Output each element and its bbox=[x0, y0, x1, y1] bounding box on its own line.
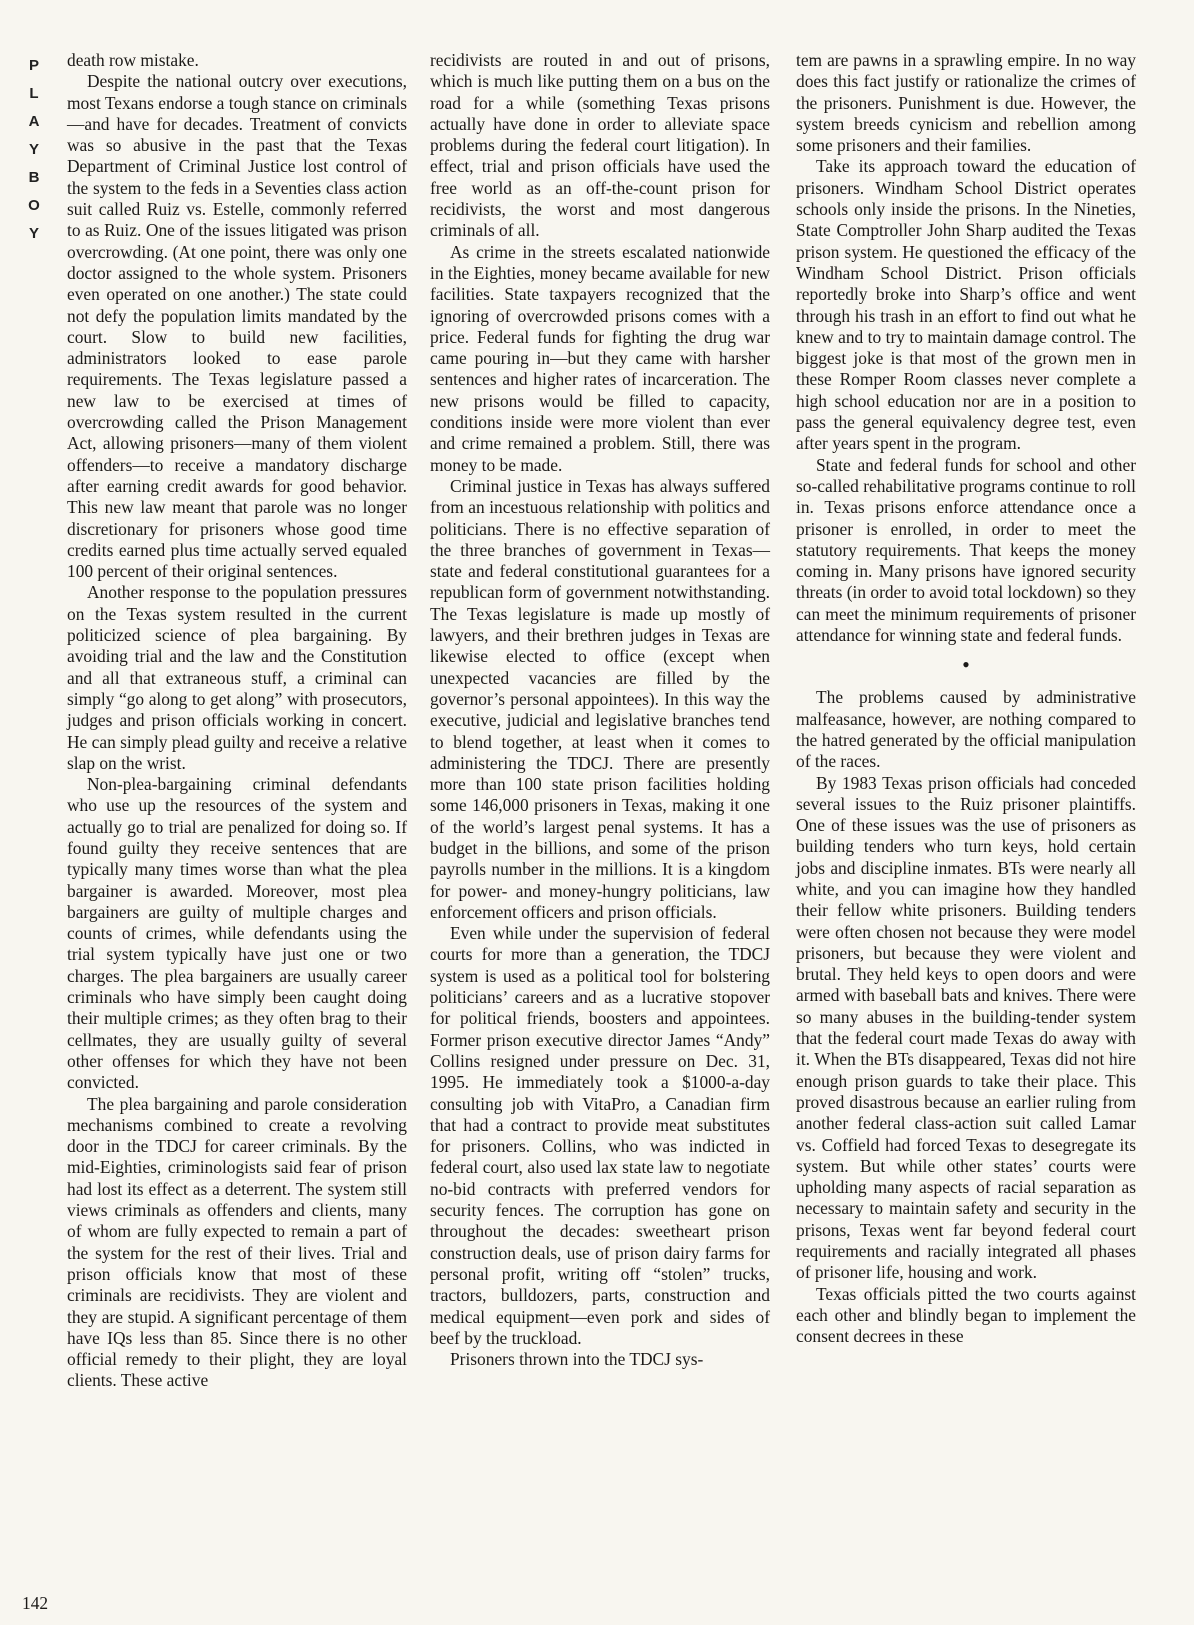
paragraph: The plea bargaining and parole consideration mechanisms combined to create a revolving door in the TDCJ for career criminals. By the mid-Eighties, criminologists said fear of prison had lost its effect as a deterrent. The system still views criminals as offenders and clients, many of whom are fully expected to remain a part of the system for the rest of their lives. Trial and prison officials know that most of these criminals are recidivists. They are violent and they are stupid. A significant percentage of them have IQs less than 85. Since there is no other official remedy to their plight, they are loyal clients. These active bbox=[67, 1093, 407, 1391]
paragraph: Take its approach toward the education of prisoners. Windham School District operates schools only inside the prisons. In the Nineties, State Comptroller John Sharp audited the Texas prison system. He questioned the efficacy of the Windham School District. Prison officials reportedly broke into Sharp’s office and went through his trash in an effort to find out what he knew and to try to maintain damage control. The biggest joke is that most of the grown men in these Romper Room classes never complete a high school education nor are in a position to pass the general equivalency degree test, even after years spent in the program. bbox=[796, 156, 1136, 454]
paragraph: Despite the national outcry over executions, most Texans endorse a tough stance on criminals—and have for decades. Treatment of convicts was so abusive in the past that the Texas Department of Criminal Justice lost control of the system to the feds in a Seventies class action suit called Ruiz vs. Estelle, commonly referred to as Ruiz. One of the issues litigated was prison overcrowding. (At one point, there was only one doctor assigned to the whole system. Prisoners even operated on one another.) The state could not defy the population limits mandated by the court. Slow to build new facilities, administrators looked to ease parole requirements. The Texas legislature passed a new law to be exercised at times of overcrowding called the Prison Management Act, allowing prisoners—many of them violent offenders—to receive a mandatory discharge after earning credit awards for good behavior. This new law meant that parole was no longer discretionary for prisoners whose good time credits earned plus time actually served equaled 100 percent of their original sentences. bbox=[67, 71, 407, 582]
paragraph: recidivists are routed in and out of prisons, which is much like putting them on a bus on the road for a while (something Texas prisons actually have done in order to alleviate space problems during the federal court litigation). In effect, trial and prison officials have used the free world as an off-the-count prison for recidivists, the worst and most dangerous criminals of all. bbox=[430, 50, 770, 241]
paragraph: Prisoners thrown into the TDCJ sys- bbox=[450, 1349, 704, 1370]
article-column-2 bbox=[430, 50, 770, 1370]
paragraph: Criminal justice in Texas has always suffered from an incestuous relationship with politics and politicians. There is no effective separation of the three branches of government in Texas—state and federal constitutional guarantees for a republican form of government notwithstanding. The Texas legislature is made up mostly of lawyers, and their brethren judges in Texas are likewise elected to office (except when unexpected vacancies are filled by the governor’s personal appointees). In this way the executive, judicial and legislative branches tend to blend together, at least when it comes to administering the TDCJ. There are presently more than 100 state prison facilities holding some 146,000 prisoners in Texas, making it one of the world’s largest penal systems. It has a budget in the billions, and some of the prison payrolls number in the millions. It is a kingdom for power- and money-hungry politicians, law enforcement officers and prison officials. bbox=[430, 475, 770, 922]
paragraph: death row mistake. bbox=[67, 50, 199, 70]
page-number: 142 bbox=[22, 1593, 49, 1613]
masthead-letter: L bbox=[29, 85, 39, 102]
paragraph: Even while under the supervision of federal courts for more than a generation, the TDCJ system is used as a political tool for bolstering politicians’ careers and as a lucrative stopover for political friends, boosters and appointees. Former prison executive director James “Andy” Collins resigned under pressure on Dec. 31, 1995. He immediately took a $1000-a-day consulting job with VitaPro, a Canadian firm that had a contract to provide meat substitutes for prisoners. Collins, who was indicted in federal court, also used lax state law to negotiate no-bid contracts with preferred vendors for security fences. The corruption has gone on throughout the decades: sweetheart prison construction deals, use of prison dairy farms for personal profit, writing off “stolen” trucks, tractors, bulldozers, parts, construction and medical equipment—even pork and sides of beef by the truckload. bbox=[430, 923, 770, 1348]
paragraph: The problems caused by administrative malfeasance, however, are nothing compared to the hatred generated by the official manipulation of the races. bbox=[796, 687, 1136, 772]
paragraph: Another response to the population pressures on the Texas system resulted in the current politicized science of plea bargaining. By avoiding trial and the law and the Constitution and all that extraneous stuff, a criminal can simply “go along to get along” with prosecutors, judges and prison officials working in concert. He can simply plead guilty and receive a relative slap on the wrist. bbox=[67, 582, 407, 773]
masthead-letter: B bbox=[28, 169, 40, 186]
masthead-letter: O bbox=[28, 197, 40, 214]
article-column-3 bbox=[796, 50, 1136, 1348]
paragraph: By 1983 Texas prison officials had conceded several issues to the Ruiz prisoner plaintiffs. One of these issues was the use of prisoners as building tenders who turn keys, hold certain jobs and discipline inmates. BTs were nearly all white, and you can imagine how they handled their fellow white prisoners. Building tenders were often chosen not because they were model prisoners, but because they were violent and brutal. They held keys to open doors and were armed with baseball bats and knives. There were so many abuses in the building-tender system that the federal court made Texas do away with it. When the BTs disappeared, Texas did not hire enough prison guards to take their place. This proved disastrous because an earlier ruling from another federal class-action suit called Lamar vs. Coffield had forced Texas to desegregate its system. But while other states’ courts were upholding many aspects of racial separation as necessary to maintain safety and security in the prisons, Texas went far beyond federal court requirements and racially integrated all phases of prisoner life, housing and work. bbox=[796, 772, 1136, 1283]
paragraph: tem are pawns in a sprawling empire. In no way does this fact justify or rationalize the crimes of the prisoners. Punishment is due. However, the system breeds cynicism and rebellion among some prisoners and their families. bbox=[796, 50, 1136, 156]
masthead-letter: A bbox=[28, 113, 40, 130]
paragraph: Non-plea-bargaining criminal defendants who use up the resources of the system and actually go to trial are penalized for doing so. If found guilty they receive sentences that are typically many times worse than what the plea bargainer is awarded. Moreover, most plea bargainers are guilty of multiple charges and counts of crimes, while defendants using the trial system typically have just one or two charges. The plea bargainers are usually career criminals who have simply been caught doing their multiple crimes; as they often brag to their cellmates, they are usually guilty of several other offenses for which they have not been convicted. bbox=[67, 774, 407, 1093]
playboy-masthead bbox=[24, 52, 44, 248]
paragraph: State and federal funds for school and other so-called rehabilitative programs continue to roll in. Texas prisons enforce attendance once a prisoner is enrolled, in order to meet the statutory requirements. That keeps the money coming in. Many prisons have ignored security threats (in order to avoid total lockdown) so they can meet the minimum requirements of prisoner attendance for winning state and federal funds. bbox=[796, 454, 1137, 646]
article-column-1 bbox=[67, 50, 407, 1392]
section-break-bullet: • bbox=[962, 652, 970, 678]
masthead-letter: Y bbox=[28, 141, 39, 158]
paragraph: As crime in the streets escalated nationwide in the Eighties, money became available for new facilities. State taxpayers recognized that the ignoring of overcrowded prisons comes with a price. Federal funds for fighting the drug war came pouring in—but they came with harsher sentences and higher rates of incarceration. The new prisons would be filled to capacity, conditions inside were more violent than ever and crime remained a problem. Still, there was money to be made. bbox=[430, 241, 770, 475]
masthead-letter: Y bbox=[28, 225, 39, 242]
masthead-letter: P bbox=[28, 57, 39, 74]
paragraph: Texas officials pitted the two courts against each other and blindly began to implement the consent decrees in these bbox=[796, 1283, 1136, 1347]
